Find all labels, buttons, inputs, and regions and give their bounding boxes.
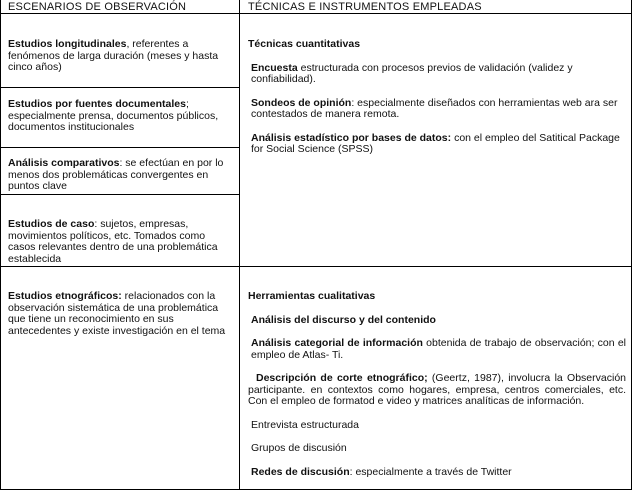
scenario-cell — [8, 99, 232, 134]
technique-item: Análisis categorial de información obtenida de trabajo de observación; con el empleo de Atlas- Ti. — [251, 337, 626, 361]
scenario-text: Estudios longitudinales, referentes a fenómenos de larga duración (meses y hasta cinco años) — [8, 38, 219, 73]
row-divider — [0, 194, 240, 195]
column-header-techniques: TÉCNICAS E INSTRUMENTOS EMPLEADAS — [248, 1, 482, 13]
technique-item: Entrevista estructurada — [251, 418, 359, 431]
quantitative-section — [248, 39, 624, 156]
technique-item: Encuesta estructurada con procesos previos de validación (validez y confiabilidad). — [251, 61, 573, 85]
technique-item: Redes de discusión: especialmente a través de Twitter — [251, 465, 512, 478]
column-header-scenarios: ESCENARIOS DE OBSERVACIÓN — [8, 1, 187, 13]
section-heading: Herramientas cualitativas — [248, 290, 376, 302]
scenario-text: Estudios de caso: sujetos, empresas, movimientos políticos, etc. Tomados como casos relevantes dentro de una problemática establecida — [8, 218, 218, 265]
technique-item: Sondeos de opinión: especialmente diseñados con herramientas web ara ser contestados de manera remota. — [251, 96, 618, 120]
scenario-text: Estudios etnográficos: relacionados con la observación sistemática de una problemática que tiene un reconocimiento en sus antecedentes y existe investigación en el tema — [8, 290, 226, 337]
row-divider — [0, 87, 240, 88]
section-divider — [0, 266, 632, 267]
technique-item: Descripción de corte etnográfico; (Geertz, 1987), involucra la Observación participante. en contextos como hogares, empresa, centros comerciales, etc. Con el empleo de formatod e video y matrices analíticas de información. — [248, 372, 626, 407]
table-border-left — [0, 0, 1, 490]
technique-item: Grupos de discusión — [251, 442, 347, 454]
scenario-cell — [8, 158, 232, 193]
table-column-divider — [239, 0, 240, 490]
technique-item: Análisis estadístico por bases de datos: con el empleo del Satitical Package for Social Science (SPSS) — [251, 131, 620, 155]
scenario-text: Análisis comparativos: se efectúan en por lo menos dos problemáticas convergentes en puntos clave — [8, 157, 224, 192]
scenario-cell — [8, 219, 232, 265]
scenario-cell — [8, 39, 232, 74]
qualitative-section — [248, 291, 626, 478]
section-heading: Técnicas cuantitativas — [248, 38, 361, 50]
row-divider — [0, 147, 240, 148]
scenario-cell — [8, 291, 230, 337]
table-border-right — [631, 0, 632, 490]
technique-item: Análisis del discurso y del contenido — [251, 313, 436, 326]
scenario-text: Estudios por fuentes documentales; especialmente prensa, documentos públicos, documentos institucionales — [8, 98, 219, 133]
